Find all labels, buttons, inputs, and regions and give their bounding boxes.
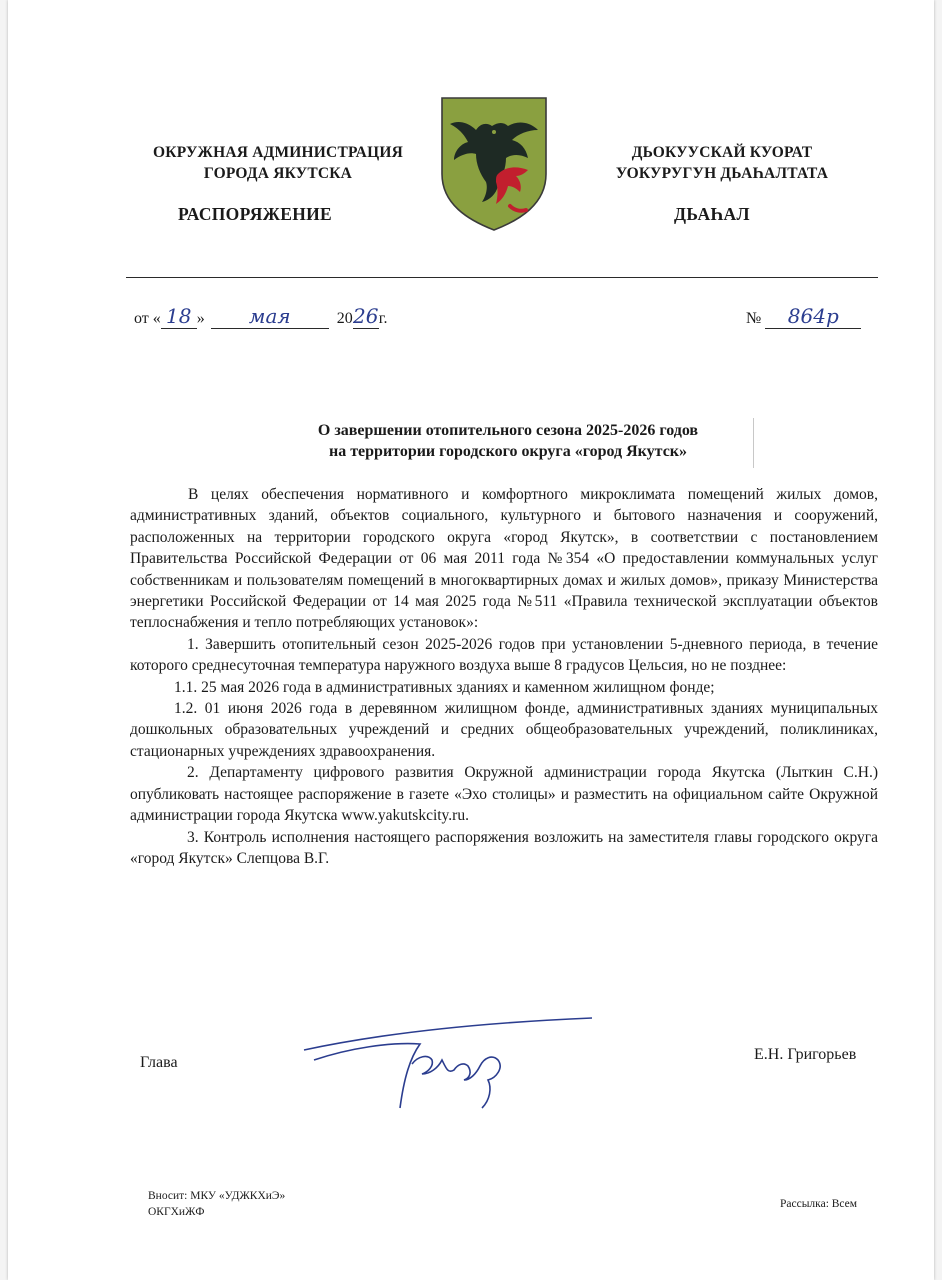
item-2-paragraph: 2. Департаменту цифрового развития Окружной администрации города Якутска (Лыткин С.Н.) опубликовать настоящее распоряжение в газете «Эхо столицы» и разместить на официальном сайте Окружной администрации города Якутска www.yakutskcity.ru.: [130, 764, 878, 825]
date-year-suffix: 26: [353, 304, 379, 328]
date-prefix: от «: [134, 310, 161, 327]
doc-type-right: ДЬАҺАЛ: [674, 204, 750, 224]
signatory-position: Глава: [140, 1054, 178, 1071]
item-1-2-paragraph: 1.2. 01 июня 2026 года в деревянном жилищном фонде, административных зданиях муниципальных дошкольных образовательных учреждений и средних общеобразовательных учреждений, поликлиниках, стационарных учреждениях здравоохранения.: [130, 700, 878, 760]
footer-left: [148, 1188, 285, 1220]
item-3-paragraph: 3. Контроль исполнения настоящего распоряжения возложить на заместителя главы городского округа «город Якутск» Слепцова В.Г.: [130, 828, 878, 867]
doc-number-line: [746, 304, 861, 329]
footer-submitted-by: Вносит: МКУ «УДЖКХиЭ»: [148, 1190, 286, 1202]
date-year-prefix: 20: [336, 310, 353, 327]
handwritten-signature-icon: [300, 1008, 600, 1118]
footer-distribution: Рассылка: Всем: [780, 1198, 858, 1210]
city-emblem-icon: [440, 96, 548, 232]
header-left-line1: ОКРУЖНАЯ АДМИНИСТРАЦИЯ: [153, 144, 403, 161]
doc-number-label: №: [746, 310, 762, 327]
header-right-line2: УОКУРУГУН ДЬАҺАЛТАТА: [615, 165, 829, 182]
item-1-1-paragraph: 1.1. 25 мая 2026 года в административных зданиях и каменном жилищном фонде;: [174, 678, 715, 696]
header-right-line1: ДЬОКУУСКАЙ КУОРАТ: [631, 144, 813, 161]
document-title: [168, 420, 848, 462]
document-body: [130, 484, 878, 869]
date-mid: »: [196, 310, 205, 327]
title-line2: на территории городского округа «город Якутск»: [328, 443, 688, 460]
doc-type-left: РАСПОРЯЖЕНИЕ: [178, 204, 333, 224]
title-line1: О завершении отопительного сезона 2025-2026 годов: [317, 422, 699, 439]
header-left: [128, 142, 428, 184]
header-left-line2: ГОРОДА ЯКУТСКА: [203, 165, 353, 182]
doc-number: 864р: [765, 304, 861, 329]
header-right: [592, 142, 852, 184]
signatory-name: Е.Н. Григорьев: [754, 1046, 857, 1063]
date-line: [134, 304, 388, 329]
footer-department: ОКГХиЖФ: [148, 1206, 205, 1218]
document-page: [8, 0, 934, 1280]
scan-artifact-line: [753, 418, 754, 468]
date-year-end: г.: [378, 310, 388, 327]
item-1-paragraph: 1. Завершить отопительный сезон 2025-2026 годов при установлении 5-дневного периода, в течение которого среднесуточная температура наружного воздуха выше 8 градусов Цельсия, но не позднее:: [130, 635, 878, 675]
date-day: 18: [161, 304, 197, 329]
header-divider: [126, 277, 878, 278]
preamble-paragraph: В целях обеспечения нормативного и комфортного микроклимата помещений жилых домов, административных зданий, объектов социального, культурного и бытового назначения и сооружений, расположенных на территории городского округа «город Якутск», в соответствии с постановлением Правительства Российской Федерации от 06 мая 2011 года №354 «О предоставлении коммунальных услуг собственникам и пользователям помещений в многоквартирных домах и жилых домов», приказу Министерства энергетики Российской Федерации от 14 мая 2025 года №511 «Правила технической эксплуатации объектов теплоснабжения и тепло потребляющих установок»:: [130, 486, 878, 632]
date-month: мая: [211, 304, 329, 329]
